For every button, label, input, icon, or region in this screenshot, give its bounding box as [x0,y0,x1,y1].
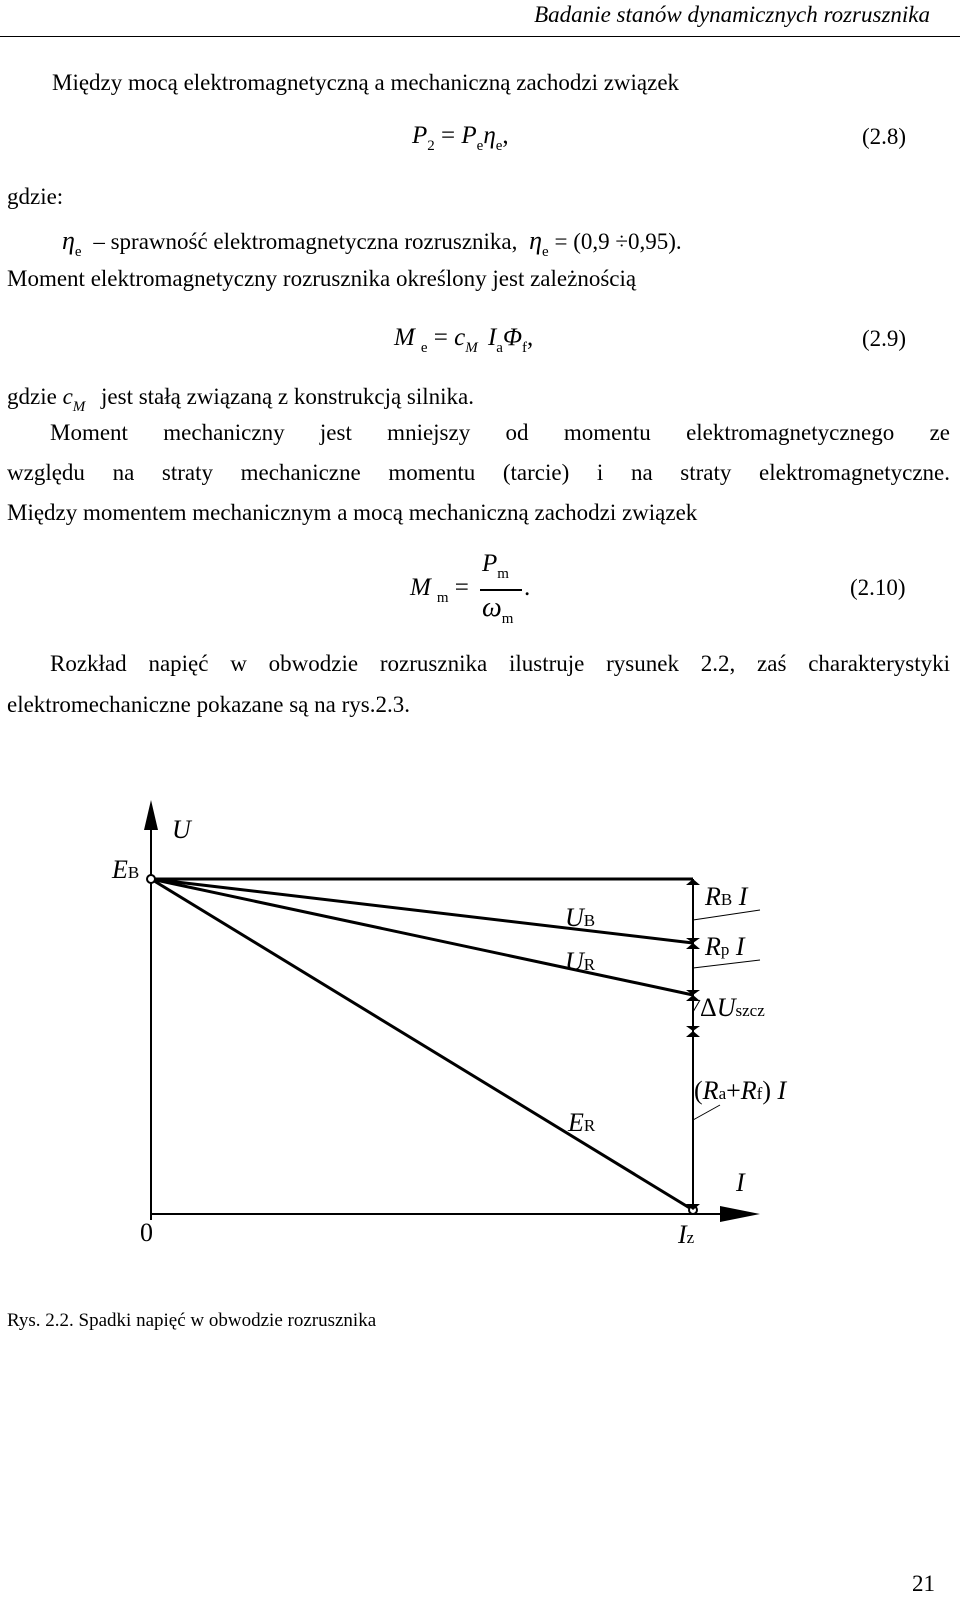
label-ub: UB [565,903,596,932]
label-ra-rf-i: (Ra+Rf) I [694,1076,787,1105]
label-u-axis: U [172,815,191,844]
er-line [151,879,693,1210]
du-tick-top [686,995,700,1001]
label-er: ER [568,1108,596,1137]
equation-2-8: $P_2 = P_e\eta_e$, [412,122,509,154]
label-rbi: RB I [705,882,748,911]
raf-leader [693,1105,720,1120]
ur-line [151,879,693,995]
paragraph-2: Moment elektromagnetyczny rozrusznika określony jest zależnością [7,266,637,291]
x-axis-arrow [720,1206,760,1222]
equation-2-10-denominator: $\omega_m$ [482,592,514,627]
equation-number-2-9: (2.9) [862,326,907,351]
paragraph-4-line-2: elektromechaniczne pokazane są na rys.2.3. [7,692,410,717]
label-eb: EB [112,855,140,884]
paragraph-3-line-2: względu na straty mechaniczne momentu (tarcie) i na straty elektromagnetyczne. [7,460,950,485]
paragraph-3-line-3: Między momentem mechanicznym a mocą mechaniczną zachodzi związek [7,500,698,525]
raf-tick-top [686,1031,700,1037]
paragraph-3-line-1: Moment mechaniczny jest mniejszy od momentu elektromagnetycznego ze [50,420,950,445]
where-label: gdzie: [7,184,64,209]
paragraph-1: Między mocą elektromagnetyczną a mechaniczną zachodzi związek [52,70,680,95]
du-tick-bottom [686,1026,700,1031]
y-axis-arrow [144,800,158,830]
eta-definition: $\eta_e$ – sprawność elektromagnetyczna rozrusznika, $\eta_e = (0,9 \div 0,95)$. [62,226,682,260]
equation-2-10-lhs: M $_m$ = [410,574,469,606]
figure-caption: Rys. 2.2. Spadki napięć w obwodzie rozrusznika [7,1310,377,1331]
du-leader [693,1000,700,1012]
equation-2-10-dot: . [524,574,531,601]
equation-2-9: M $_e = c_M$ $I_a\Phi_f$, [394,324,534,356]
label-i-axis: I [736,1168,745,1197]
label-rpi: Rp I [705,932,745,961]
ub-line [151,879,693,943]
paragraph-4-line-1: Rozkład napięć w obwodzie rozrusznika ilustruje rysunek 2.2, zaś charakterystyki [50,651,950,676]
page-number: 21 [912,1571,935,1596]
label-origin: 0 [140,1218,153,1247]
eb-point [147,875,155,883]
label-ur: UR [565,947,596,976]
equation-2-10-numerator: $P_m$ [482,550,509,582]
equation-number-2-8: (2.8) [862,124,907,149]
voltage-drop-figure [0,790,960,1270]
equation-number-2-10: (2.10) [850,575,906,600]
label-iz: Iz [678,1220,695,1249]
cm-definition: gdzie $c_M$ jest stałą związaną z konstrukcją silnika. [7,384,475,415]
fraction-bar [480,589,522,591]
running-header-title: Badanie stanów dynamicznych rozrusznika [534,2,930,27]
label-delta-u: ΔUszcz [700,993,765,1022]
running-header [0,0,960,37]
